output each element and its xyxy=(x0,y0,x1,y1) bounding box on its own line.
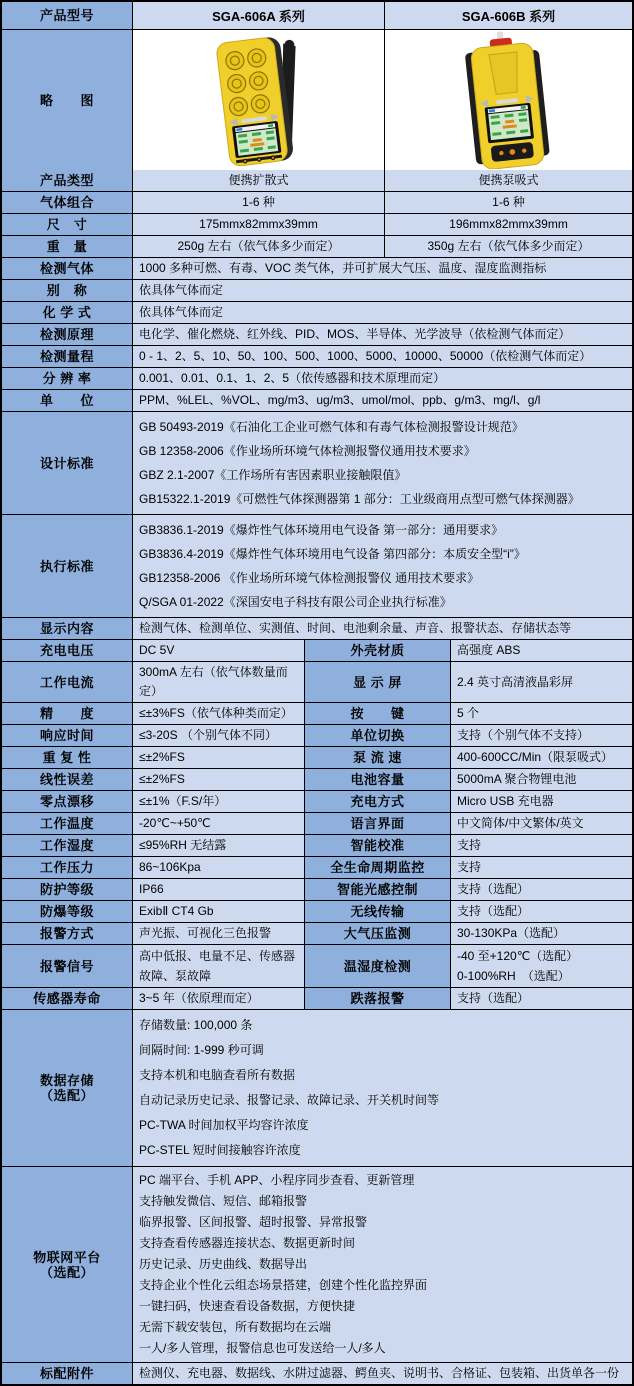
row-label-left: 工作湿度 xyxy=(2,835,132,856)
row-value: 依具体气体而定 xyxy=(132,302,632,323)
value-line: 故障、泵故障 xyxy=(139,969,212,983)
spec-row xyxy=(2,235,632,257)
row-value-left xyxy=(132,945,304,987)
row-label: 检测原理 xyxy=(2,324,132,345)
spec-row xyxy=(2,367,632,389)
row-label-right: 外壳材质 xyxy=(304,640,450,661)
row-label-right: 全生命周期监控 xyxy=(304,857,450,878)
spec-row xyxy=(2,1362,632,1384)
feature-line: 无需下载安装包，所有数据均在云端 xyxy=(139,1320,332,1334)
row-label xyxy=(2,1167,132,1362)
row-value: 0.001、0.01、0.1、1、2、5（依传感器和技术原理而定） xyxy=(132,368,632,389)
row-label-left: 工作温度 xyxy=(2,813,132,834)
spec-row xyxy=(2,345,632,367)
row-label: 执行标准 xyxy=(2,515,132,617)
split-spec-row xyxy=(2,878,632,900)
value-series-a: 250g 左右（依气体多少而定） xyxy=(132,236,384,257)
row-label-right: 充电方式 xyxy=(304,791,450,812)
split-spec-row xyxy=(2,639,632,661)
standard-line: GB3836.4-2019《爆炸性气体环境用电气设备 第四部分：本质安全型“i”》 xyxy=(139,547,526,561)
row-value-left: ≤±3%FS（依气体种类而定） xyxy=(132,703,304,724)
row-value-right: 支持（个别气体不支持） xyxy=(450,725,632,746)
value-series-a: 1-6 种 xyxy=(132,192,384,213)
feature-line: PC-STEL 短时间接触容许浓度 xyxy=(139,1143,301,1157)
feature-line: 一人/多人管理，报警信息也可发送给一人/多人 xyxy=(139,1341,386,1355)
row-label-right: 智能光感控制 xyxy=(304,879,450,900)
row-label-right: 电池容量 xyxy=(304,769,450,790)
row-value-right: 支持（选配） xyxy=(450,988,632,1009)
device-b-image xyxy=(424,31,594,169)
split-spec-row xyxy=(2,856,632,878)
feature-line: 支持触发微信、短信、邮箱报警 xyxy=(139,1194,308,1208)
split-spec-row xyxy=(2,944,632,987)
value-series-a: 便携扩散式 xyxy=(132,170,384,191)
spec-row xyxy=(2,170,632,191)
row-value-right: 400-600CC/Min（限泵吸式） xyxy=(450,747,632,768)
row-value-left: 86~106Kpa xyxy=(132,857,304,878)
split-spec-row xyxy=(2,661,632,702)
spec-row xyxy=(2,279,632,301)
row-value-left: ExibⅡ CT4 Gb xyxy=(132,901,304,922)
row-label-right: 温湿度检测 xyxy=(304,945,450,987)
label-line: 数据存储 xyxy=(39,1073,94,1088)
row-value: 检测气体、检测单位、实测值、时间、电池剩余量、声音、报警状态、存储状态等 xyxy=(132,618,632,639)
row-label-left: 防爆等级 xyxy=(2,901,132,922)
row-label-left: 报警方式 xyxy=(2,923,132,944)
split-spec-row xyxy=(2,834,632,856)
row-value-right xyxy=(450,945,632,987)
row-value-right: 支持 xyxy=(450,835,632,856)
value-line: 高中低报、电量不足、传感器 xyxy=(139,949,296,963)
split-spec-row xyxy=(2,790,632,812)
row-value: 电化学、催化燃烧、红外线、PID、MOS、半导体、光学波导（依检测气体而定） xyxy=(132,324,632,345)
row-value-left: 3~5 年（依原理而定） xyxy=(132,988,304,1009)
standard-line: GB 12358-2006《作业场所环境气体检测报警仪通用技术要求》 xyxy=(139,444,476,458)
row-value-right: 高强度 ABS xyxy=(450,640,632,661)
split-spec-row xyxy=(2,812,632,834)
standard-line: GB 50493-2019《石油化工企业可燃气体和有毒气体检测报警设计规范》 xyxy=(139,420,524,434)
split-spec-row xyxy=(2,724,632,746)
split-spec-row xyxy=(2,768,632,790)
row-label-right: 单位切换 xyxy=(304,725,450,746)
feature-line: PC 端平台、手机 APP、小程序同步查看、更新管理 xyxy=(139,1173,415,1187)
header-series-a: SGA-606A 系列 xyxy=(132,2,384,29)
row-value-right: 30-130KPa（选配） xyxy=(450,923,632,944)
block-lines xyxy=(132,1010,632,1166)
row-value: 依具体气体而定 xyxy=(132,280,632,301)
standards-lines xyxy=(132,515,632,617)
row-value: 1000 多种可燃、有毒、VOC 类气体，并可扩展大气压、温度、湿度监测指标 xyxy=(132,258,632,279)
row-label-right: 跌落报警 xyxy=(304,988,450,1009)
split-spec-row xyxy=(2,922,632,944)
row-label xyxy=(2,1010,132,1166)
row-value-left: ≤±2%FS xyxy=(132,769,304,790)
row-value-left: ≤±2%FS xyxy=(132,747,304,768)
feature-line: 支持查看传感器连接状态、数据更新时间 xyxy=(139,1236,356,1250)
spec-rows-container xyxy=(2,170,632,1384)
row-label: 设计标准 xyxy=(2,412,132,514)
row-label: 重 量 xyxy=(2,236,132,257)
table-header-row xyxy=(2,2,632,29)
row-label-left: 工作电流 xyxy=(2,662,132,702)
spec-row xyxy=(2,617,632,639)
row-label-left: 线性误差 xyxy=(2,769,132,790)
row-label: 显示内容 xyxy=(2,618,132,639)
header-series-b: SGA-606B 系列 xyxy=(384,2,632,29)
feature-line: PC-TWA 时间加权平均容许浓度 xyxy=(139,1118,309,1132)
feature-line: 自动记录历史记录、报警记录、故障记录、开关机时间等 xyxy=(139,1093,440,1107)
value-line: -40 至+120℃（选配） xyxy=(457,949,579,963)
row-value-left: 声光振、可视化三色报警 xyxy=(132,923,304,944)
row-value-left: ≤±1%（F.S/年） xyxy=(132,791,304,812)
spec-row xyxy=(2,191,632,213)
standard-line: GBZ 2.1-2007《工作场所有害因素职业接触限值》 xyxy=(139,468,407,482)
row-value-right: 支持 xyxy=(450,857,632,878)
value-series-b: 350g 左右（依气体多少而定） xyxy=(384,236,632,257)
row-label-right: 显 示 屏 xyxy=(304,662,450,702)
row-label-left: 精 度 xyxy=(2,703,132,724)
row-label-right: 大气压监测 xyxy=(304,923,450,944)
sketch-label: 略 图 xyxy=(2,30,132,170)
value-series-b: 196mmx82mmx39mm xyxy=(384,214,632,235)
feature-line: 临界报警、区间报警、超时报警、异常报警 xyxy=(139,1215,368,1229)
row-label-left: 防护等级 xyxy=(2,879,132,900)
row-label-left: 零点漂移 xyxy=(2,791,132,812)
row-label-right: 无线传输 xyxy=(304,901,450,922)
device-a-image xyxy=(169,31,349,169)
standards-row xyxy=(2,514,632,617)
row-label-right: 按 键 xyxy=(304,703,450,724)
row-value-right: 支持（选配） xyxy=(450,901,632,922)
feature-line: 间隔时间: 1-999 秒可调 xyxy=(139,1043,264,1057)
row-label: 化 学 式 xyxy=(2,302,132,323)
row-label: 检测量程 xyxy=(2,346,132,367)
row-value-right: Micro USB 充电器 xyxy=(450,791,632,812)
standard-line: GB12358-2006 《作业场所环境气体检测报警仪 通用技术要求》 xyxy=(139,571,480,585)
row-value-left: DC 5V xyxy=(132,640,304,661)
spec-row xyxy=(2,323,632,345)
row-label-left: 传感器寿命 xyxy=(2,988,132,1009)
row-label-right: 泵 流 速 xyxy=(304,747,450,768)
value-series-b: 便携泵吸式 xyxy=(384,170,632,191)
row-label: 分 辨 率 xyxy=(2,368,132,389)
row-label: 标配附件 xyxy=(2,1363,132,1384)
block-row xyxy=(2,1009,632,1166)
row-label: 检测气体 xyxy=(2,258,132,279)
row-value-left: 300mA 左右（依气体数量而定） xyxy=(132,662,304,702)
feature-line: 支持本机和电脑查看所有数据 xyxy=(139,1068,296,1082)
device-a-image-cell xyxy=(132,30,384,170)
block-lines xyxy=(132,1167,632,1362)
row-label-left: 报警信号 xyxy=(2,945,132,987)
row-label-left: 工作压力 xyxy=(2,857,132,878)
split-spec-row xyxy=(2,900,632,922)
row-value-right: 中文简体/中文繁体/英文 xyxy=(450,813,632,834)
standard-line: GB15322.1-2019《可燃性气体探测器第 1 部分：工业级商用点型可燃气体探测器》 xyxy=(139,492,580,506)
row-label-right: 语言界面 xyxy=(304,813,450,834)
feature-line: 支持企业个性化云组态场景搭建，创建个性化监控界面 xyxy=(139,1278,428,1292)
row-value: 0 - 1、2、5、10、50、100、500、1000、5000、10000、50000（依检测气体而定） xyxy=(132,346,632,367)
row-value-right: 2.4 英寸高清液晶彩屏 xyxy=(450,662,632,702)
row-value-right: 支持（选配） xyxy=(450,879,632,900)
row-label-left: 响应时间 xyxy=(2,725,132,746)
split-spec-row xyxy=(2,746,632,768)
row-value-left: IP66 xyxy=(132,879,304,900)
standard-line: Q/SGA 01-2022《深国安电子科技有限公司企业执行标准》 xyxy=(139,595,452,609)
row-value-left: -20℃~+50℃ xyxy=(132,813,304,834)
feature-line: 历史记录、历史曲线、数据导出 xyxy=(139,1257,308,1271)
spec-row xyxy=(2,257,632,279)
split-spec-row xyxy=(2,702,632,724)
feature-line: 一键扫码，快速查看设备数据，方便快捷 xyxy=(139,1299,356,1313)
block-row xyxy=(2,1166,632,1362)
row-label: 气体组合 xyxy=(2,192,132,213)
spec-row xyxy=(2,213,632,235)
feature-line: 存储数量: 100,000 条 xyxy=(139,1018,253,1032)
row-value: PPM、%LEL、%VOL、mg/m3、ug/m3、umol/mol、ppb、g/m3、mg/l、g/l xyxy=(132,390,632,411)
row-label: 尺 寸 xyxy=(2,214,132,235)
value-line: 0-100%RH （选配） xyxy=(457,969,570,983)
spec-row xyxy=(2,301,632,323)
value-series-a: 175mmx82mmx39mm xyxy=(132,214,384,235)
split-spec-row xyxy=(2,987,632,1009)
row-label-left: 重 复 性 xyxy=(2,747,132,768)
row-label-left: 充电电压 xyxy=(2,640,132,661)
sketch-row xyxy=(2,29,632,170)
label-line: 物联网平台 xyxy=(33,1249,101,1265)
row-value-right: 5000mA 聚合物锂电池 xyxy=(450,769,632,790)
label-line: （选配） xyxy=(39,1088,94,1103)
standard-line: GB3836.1-2019《爆炸性气体环境用电气设备 第一部分：通用要求》 xyxy=(139,523,504,537)
row-label: 单 位 xyxy=(2,390,132,411)
row-value-left: ≤95%RH 无结露 xyxy=(132,835,304,856)
standards-row xyxy=(2,411,632,514)
device-b-image-cell xyxy=(384,30,632,170)
row-label: 别 称 xyxy=(2,280,132,301)
row-value-left: ≤3-20S （个别气体不同） xyxy=(132,725,304,746)
spec-row xyxy=(2,389,632,411)
standards-lines xyxy=(132,412,632,514)
row-value: 检测仪、充电器、数据线、水阱过滤器、鳄鱼夹、说明书、合格证、包装箱、出货单各一份 xyxy=(132,1363,632,1384)
value-series-b: 1-6 种 xyxy=(384,192,632,213)
row-label-right: 智能校准 xyxy=(304,835,450,856)
row-label: 产品类型 xyxy=(2,170,132,191)
header-model-label: 产品型号 xyxy=(2,2,132,29)
label-line: （选配） xyxy=(39,1264,94,1280)
row-value-right: 5 个 xyxy=(450,703,632,724)
